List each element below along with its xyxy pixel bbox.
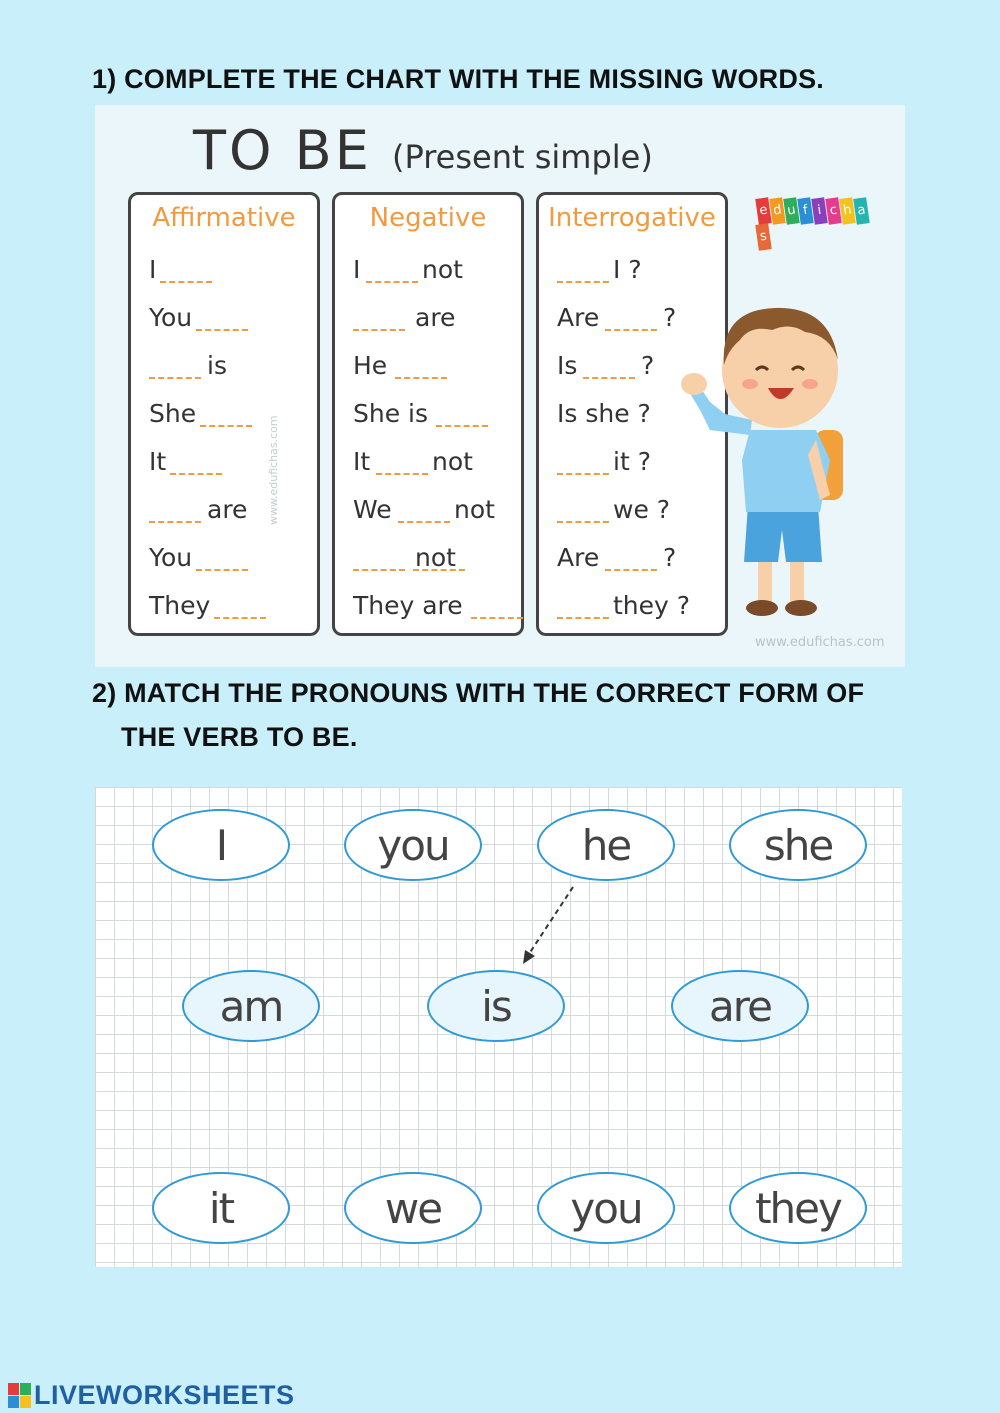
chart-cell-text: we ? [613, 495, 671, 524]
pronoun-oval-it[interactable]: it [152, 1172, 290, 1244]
blank-line[interactable] [413, 569, 465, 571]
logo-letter: c [825, 197, 841, 225]
chart-cell-text: She is [353, 399, 429, 428]
watermark-url: www.edufichas.com [755, 635, 885, 650]
pronoun-oval-she[interactable]: she [729, 809, 867, 881]
chart-row [149, 255, 313, 291]
chart-row [353, 591, 517, 627]
blank-line[interactable] [214, 617, 266, 619]
section2-heading-line1: 2) MATCH THE PRONOUNS WITH THE CORRECT FORM OF [92, 678, 865, 708]
blank-line[interactable] [436, 425, 488, 427]
affirmative-column [128, 192, 320, 636]
watermark-side-url: www.edufichas.com [267, 415, 280, 525]
chart-cell-text: I ? [613, 255, 642, 284]
blank-line[interactable] [353, 329, 405, 331]
chart-cell-text: are [207, 495, 248, 524]
logo-letter: d [769, 197, 785, 225]
liveworksheets-logo-icon [8, 1383, 32, 1409]
blank-line[interactable] [557, 617, 609, 619]
chart-subtitle: (Present simple) [392, 138, 653, 176]
logo-letter: f [797, 197, 813, 225]
chart-row [353, 543, 517, 579]
chart-cell-text: ? [663, 543, 677, 572]
chart-row [149, 399, 313, 435]
chart-row [353, 255, 517, 291]
section2-heading-line2: THE VERB TO BE. [121, 722, 358, 752]
affirmative-header: Affirmative [152, 203, 296, 233]
pronoun-oval-we[interactable]: we [344, 1172, 482, 1244]
blank-line[interactable] [376, 473, 428, 475]
blank-line[interactable] [605, 329, 657, 331]
chart-cell-text: She [149, 399, 197, 428]
chart-row [149, 351, 313, 387]
chart-cell-text: ? [641, 351, 655, 380]
matching-grid [95, 787, 902, 1267]
chart-cell-text: It [353, 447, 371, 476]
logo-letter: u [783, 197, 799, 225]
chart-cell-text: He [353, 351, 388, 380]
chart-row [353, 399, 517, 435]
blank-line[interactable] [149, 521, 201, 523]
pronoun-oval-he[interactable]: he [537, 809, 675, 881]
chart-cell-text: I [149, 255, 157, 284]
blank-line[interactable] [557, 281, 609, 283]
blank-line[interactable] [200, 425, 252, 427]
to-be-chart [95, 105, 905, 667]
chart-row [353, 495, 517, 531]
chart-cell-text: They [149, 591, 211, 620]
blank-line[interactable] [160, 281, 212, 283]
verb-oval-am[interactable]: am [182, 970, 320, 1042]
pronoun-oval-i[interactable]: I [152, 809, 290, 881]
chart-cell-text: Are [557, 303, 600, 332]
chart-title: TO BE [193, 119, 372, 182]
logo-letter: a [853, 197, 869, 225]
chart-row [149, 591, 313, 627]
verb-oval-are[interactable]: are [671, 970, 809, 1042]
verb-oval-is[interactable]: is [427, 970, 565, 1042]
interrogative-header: Interrogative [548, 203, 716, 233]
negative-column [332, 192, 524, 636]
blank-line[interactable] [170, 473, 222, 475]
section1-heading: 1) COMPLETE THE CHART WITH THE MISSING WORDS. [92, 64, 824, 94]
chart-cell-text: they ? [613, 591, 691, 620]
logo-letter: e [755, 197, 771, 225]
chart-cell-text: We [353, 495, 392, 524]
logo-letter: s [755, 223, 771, 251]
blank-line[interactable] [398, 521, 450, 523]
blank-line[interactable] [149, 377, 201, 379]
chart-cell-text: You [149, 303, 193, 332]
chart-row [353, 447, 517, 483]
chart-cell-text: Are [557, 543, 600, 572]
edufichas-logo [757, 198, 875, 245]
chart-row [149, 543, 313, 579]
pronoun-oval-you-plural[interactable]: you [537, 1172, 675, 1244]
blank-line[interactable] [471, 617, 523, 619]
chart-cell-text: not [415, 543, 456, 572]
blank-line[interactable] [557, 473, 609, 475]
blank-line[interactable] [605, 569, 657, 571]
chart-cell-text: not [422, 255, 463, 284]
chart-cell-text: They are [353, 591, 463, 620]
blank-line[interactable] [366, 281, 418, 283]
chart-row [353, 303, 517, 339]
logo-letter: h [839, 197, 855, 225]
blank-line[interactable] [557, 521, 609, 523]
liveworksheets-brand: LIVEWORKSHEETS [34, 1380, 295, 1410]
chart-row [149, 447, 313, 483]
pronoun-oval-they[interactable]: they [729, 1172, 867, 1244]
pronoun-oval-you[interactable]: you [344, 809, 482, 881]
chart-cell-text: are [415, 303, 456, 332]
chart-row [149, 495, 313, 531]
chart-cell-text: is [207, 351, 227, 380]
chart-cell-text: I [353, 255, 361, 284]
blank-line[interactable] [583, 377, 635, 379]
chart-cell-text: it ? [613, 447, 651, 476]
chart-cell-text: ? [663, 303, 677, 332]
logo-letter: i [811, 197, 827, 225]
blank-line[interactable] [395, 377, 447, 379]
blank-line[interactable] [196, 569, 248, 571]
chart-cell-text: not [432, 447, 473, 476]
chart-cell-text: Is [557, 351, 578, 380]
blank-line[interactable] [196, 329, 248, 331]
chart-cell-text: It [149, 447, 167, 476]
chart-row [353, 351, 517, 387]
chart-row [149, 303, 313, 339]
boy-illustration [680, 280, 890, 625]
chart-cell-text: Is she ? [557, 399, 651, 428]
blank-line[interactable] [353, 569, 405, 571]
chart-cell-text: not [454, 495, 495, 524]
negative-header: Negative [369, 203, 487, 233]
chart-cell-text: You [149, 543, 193, 572]
